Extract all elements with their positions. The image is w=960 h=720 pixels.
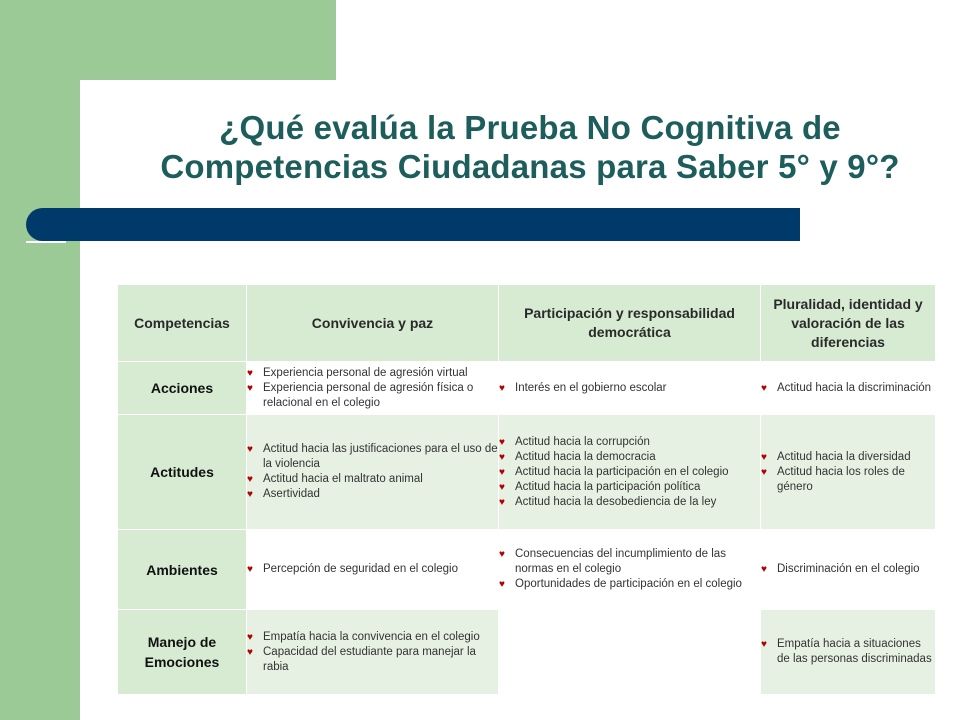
header-participacion: Participación y responsabilidad democrática — [499, 285, 761, 362]
table-cell — [499, 415, 761, 530]
row-label: Ambientes — [118, 530, 247, 610]
list-item — [247, 630, 498, 645]
heart-icon: ♥ — [247, 367, 253, 379]
heart-icon: ♥ — [247, 382, 253, 394]
list-item-text: Actitud hacia la discriminación — [777, 381, 932, 394]
top-green-block — [80, 0, 336, 80]
bullet-list — [761, 637, 935, 667]
list-item — [499, 450, 760, 465]
table-cell — [499, 362, 761, 415]
list-item — [761, 465, 935, 495]
list-item — [247, 487, 498, 502]
list-item — [499, 547, 760, 577]
table-row — [118, 530, 936, 610]
table-cell — [761, 415, 936, 530]
competencies-table — [117, 284, 936, 695]
list-item — [761, 562, 935, 577]
list-item — [499, 480, 760, 495]
list-item-text: Actitud hacia la democracia — [515, 450, 656, 463]
list-item — [247, 472, 498, 487]
heart-icon: ♥ — [499, 579, 505, 590]
bullet-list — [761, 562, 935, 577]
table-row — [118, 362, 936, 415]
list-item-text: Actitud hacia la participación en el colegio — [515, 465, 729, 478]
table-cell — [761, 362, 936, 415]
heart-icon: ♥ — [247, 564, 253, 575]
list-item-text: Capacidad del estudiante para manejar la rabia — [263, 645, 476, 673]
heart-icon: ♥ — [499, 436, 505, 448]
heart-icon: ♥ — [247, 631, 253, 643]
list-item — [499, 435, 760, 450]
header-convivencia: Convivencia y paz — [247, 285, 499, 362]
heart-icon: ♥ — [247, 489, 253, 500]
heart-icon: ♥ — [761, 639, 767, 650]
list-item — [499, 577, 760, 592]
heart-icon: ♥ — [761, 564, 767, 575]
left-green-band — [0, 0, 80, 720]
list-item — [761, 637, 935, 667]
empty-cell — [499, 610, 761, 695]
list-item-text: Consecuencias del incumplimiento de las normas en el colegio — [515, 548, 726, 575]
bullet-list — [247, 366, 498, 411]
list-item-text: Asertividad — [263, 488, 320, 500]
bullet-list — [247, 442, 498, 502]
row-label: Acciones — [118, 362, 247, 415]
list-item-text: Interés en el gobierno escolar — [515, 381, 667, 394]
list-item-text: Actitud hacia el maltrato animal — [263, 473, 423, 485]
table-row — [118, 415, 936, 530]
list-item-text: Actitud hacia la desobediencia de la ley — [515, 495, 717, 508]
table-cell — [761, 610, 936, 695]
list-item-text: Actitud hacia la corrupción — [515, 435, 650, 448]
list-item-text: Empatía hacia a situaciones de las personas discriminadas — [777, 638, 932, 665]
list-item — [499, 381, 760, 396]
list-item — [247, 645, 498, 675]
list-item — [499, 495, 760, 510]
title-line-1: ¿Qué evalúa la Prueba No Cognitiva de — [219, 109, 841, 146]
heart-icon: ♥ — [499, 496, 505, 508]
slide-title — [110, 108, 950, 186]
heart-icon: ♥ — [499, 481, 505, 493]
bullet-list — [247, 630, 498, 675]
list-item — [247, 562, 498, 577]
heart-icon: ♥ — [761, 451, 767, 463]
list-item-text: Discriminación en el colegio — [777, 563, 920, 575]
heart-icon: ♥ — [499, 549, 505, 560]
list-item-text: Oportunidades de participación en el colegio — [515, 578, 742, 590]
bullet-list — [761, 381, 935, 396]
divider-bar-notch — [26, 241, 66, 243]
bullet-list — [247, 562, 498, 577]
bullet-list — [499, 435, 760, 510]
title-line-2: Competencias Ciudadanas para Saber 5° y 9°? — [160, 148, 900, 185]
heart-icon: ♥ — [499, 451, 505, 463]
list-item — [247, 381, 498, 411]
table-cell — [247, 362, 499, 415]
list-item — [761, 381, 935, 396]
title-divider-bar — [26, 208, 800, 241]
list-item-text: Experiencia personal de agresión virtual — [263, 366, 468, 379]
list-item-text: Actitud hacia la diversidad — [777, 450, 911, 463]
list-item — [247, 366, 498, 381]
list-item-text: Experiencia personal de agresión física o relacional en el colegio — [263, 381, 474, 409]
list-item — [247, 442, 498, 472]
heart-icon: ♥ — [761, 382, 767, 394]
heart-icon: ♥ — [247, 444, 253, 455]
header-pluralidad: Pluralidad, identidad y valoración de las diferencias — [761, 285, 936, 362]
heart-icon: ♥ — [247, 474, 253, 485]
list-item-text: Percepción de seguridad en el colegio — [263, 563, 458, 575]
list-item-text: Actitud hacia las justificaciones para el uso de la violencia — [263, 443, 498, 470]
row-label: Actitudes — [118, 415, 247, 530]
table-header-row — [118, 285, 936, 362]
row-label: Manejo de Emociones — [118, 610, 247, 695]
list-item-text: Actitud hacia los roles de género — [777, 465, 905, 493]
list-item — [761, 450, 935, 465]
table-cell — [247, 415, 499, 530]
table-cell — [499, 530, 761, 610]
table-cell — [247, 610, 499, 695]
list-item-text: Empatía hacia la convivencia en el colegio — [263, 630, 480, 643]
heart-icon: ♥ — [761, 466, 767, 478]
table-cell — [761, 530, 936, 610]
header-competencias: Competencias — [118, 285, 247, 362]
heart-icon: ♥ — [499, 466, 505, 478]
heart-icon: ♥ — [499, 382, 505, 394]
list-item — [499, 465, 760, 480]
bullet-list — [499, 381, 760, 396]
heart-icon: ♥ — [247, 646, 253, 658]
bullet-list — [761, 450, 935, 495]
table-row — [118, 610, 936, 695]
list-item-text: Actitud hacia la participación política — [515, 480, 701, 493]
table-cell — [247, 530, 499, 610]
bullet-list — [499, 547, 760, 592]
